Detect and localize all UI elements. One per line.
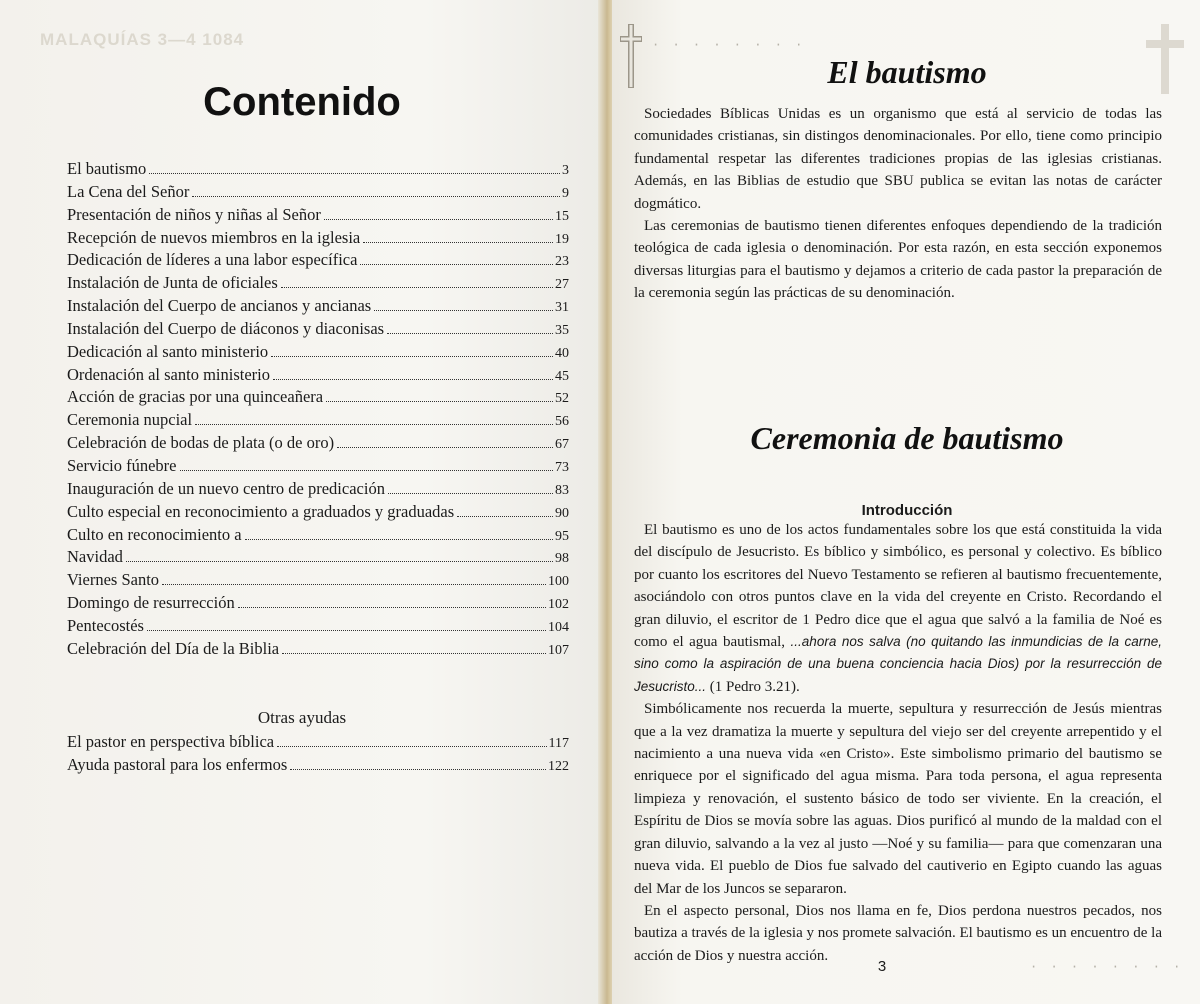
toc-entry-title: Servicio fúnebre [67, 455, 177, 475]
heading-el-bautismo: El bautismo [827, 54, 987, 90]
other-aid-entry [67, 754, 569, 777]
dot-leader [271, 356, 553, 357]
toc-entry [67, 501, 569, 524]
toc-entry-page: 40 [555, 345, 569, 361]
main-text [634, 519, 1162, 967]
intro-paragraph-1: Sociedades Bíblicas Unidas es un organismo que está al servicio de todas las comunidades cristianas, sin distingos denominacionales. Por ello, tiene como principio fundamental respetar las diferentes tradiciones propias de las iglesias cristianas. Además, en las Biblias de estudio que SBU publica se evitan las notas de carácter dogmático. [634, 106, 1162, 212]
other-aid-entry-title: El pastor en perspectiva bíblica [67, 732, 275, 751]
dot-leader [162, 584, 546, 585]
toc-entry-title: Celebración del Día de la Biblia [67, 638, 280, 658]
toc-entry [67, 546, 569, 569]
toc-entry [67, 295, 569, 318]
toc-entry-page: 9 [562, 185, 569, 201]
toc-entry-page: 3 [562, 163, 569, 178]
toc-entry [67, 272, 569, 295]
intro-paragraph-2: Las ceremonias de bautismo tienen diferentes enfoques dependiendo de la tradición teológica de cada iglesia o denominación. Por esta razón, en esta sección exponemos diversas liturgias para el bautismo y dejamos a criterio de cada pastor la preparación de la ceremonia según las prácticas de su denominación. [634, 218, 1162, 302]
dot-leader [290, 769, 546, 770]
toc-entry [67, 227, 569, 250]
dotted-ornament-bottom: · · · · · · · · [1030, 960, 1184, 974]
other-aid-entry-page: 122 [548, 758, 569, 774]
toc-entry-title: Instalación del Cuerpo de diáconos y diaconisas [67, 318, 385, 338]
dot-leader [180, 470, 554, 471]
toc-entry-title: Ceremonia nupcial [67, 410, 193, 430]
toc-entry-title: Viernes Santo [67, 570, 160, 590]
toc-entry-page: 73 [555, 459, 569, 475]
page-number: 3 [877, 958, 887, 975]
dot-leader [195, 424, 553, 425]
toc-entry-title: Celebración de bodas de plata (o de oro) [67, 433, 335, 453]
toc-entry-page: 35 [555, 322, 569, 338]
toc-entry [67, 569, 569, 592]
other-aids-title: Otras ayudas [257, 708, 347, 727]
heading-ceremonia-de-bautismo: Ceremonia de bautismo [750, 420, 1064, 456]
dot-leader [149, 173, 560, 174]
intro-text [634, 103, 1162, 305]
toc-entry-title: Culto en reconocimiento a [67, 524, 242, 544]
body-paragraph-1: El bautismo es uno de los actos fundamentales sobre los que está constituida la vida del discípulo de Jesucristo. Es bíblico y simbólico, es personal y colectivo. Es bíblico por cuanto los escritores del Nuevo Testamento se refieren al bautismo frecuentemente, asociándolo con otros puntos clave en la vida del creyente en Cristo. Recordando el gran diluvio, el escritor de 1 Pedro dice que el agua que salvó a la familia de Noé es como el agua bautismal, ...ahora nos salva (no quitando las inmundicias de la carne, sino como la aspiración de una buena conciencia hacia Dios) por la resurrección de Jesucristo... (1 Pedro 3.21). [634, 522, 1162, 695]
toc-entry-title: La Cena del Señor [67, 181, 190, 201]
scripture-reference: (1 Pedro 3.21). [706, 678, 800, 695]
toc-entry-page: 31 [555, 300, 569, 316]
toc-entry-title: Instalación del Cuerpo de ancianos y ancianas [67, 296, 372, 316]
toc-entry-page: 56 [555, 414, 569, 430]
toc-entry [67, 318, 569, 341]
dot-leader [147, 630, 546, 631]
toc-entry [67, 249, 569, 272]
dot-leader [126, 561, 553, 562]
toc-entry-page: 15 [555, 208, 569, 224]
bleed-header: MALAQUÍAS 3—4 1084 [40, 30, 245, 49]
toc-entry-title: Instalación de Junta de oficiales [67, 273, 278, 293]
toc-entry [67, 181, 569, 204]
body-paragraph-3: En el aspecto personal, Dios nos llama en fe, Dios perdona nuestros pecados, nos bautiza a través de la iglesia y nos promete salvación. El bautismo es un encuentro de la acción de Dios y nuestra acción. [634, 902, 1162, 964]
toc-entry-title: Ordenación al santo ministerio [67, 364, 270, 384]
toc-entry-title: Recepción de nuevos miembros en la iglesia [67, 227, 361, 247]
toc-entry-page: 102 [548, 597, 569, 613]
dot-leader [337, 447, 553, 448]
toc-entry [67, 592, 569, 615]
toc-entry-page: 83 [555, 482, 569, 498]
toc-entry-page: 19 [555, 231, 569, 247]
toc-entry-title: Culto especial en reconocimiento a graduados y graduadas [67, 501, 455, 521]
toc-entry-title: Domingo de resurrección [67, 593, 235, 613]
toc-entry-page: 98 [555, 551, 569, 567]
toc-entry [67, 409, 569, 432]
dot-leader [388, 493, 553, 494]
toc-entry [67, 478, 569, 501]
other-aid-entry-title: Ayuda pastoral para los enfermos [67, 754, 288, 774]
toc-entry-page: 107 [548, 642, 569, 658]
toc-entry-title: El bautismo [67, 159, 147, 178]
toc-entry [67, 204, 569, 227]
toc-entry [67, 524, 569, 547]
toc-entry-page: 90 [555, 505, 569, 521]
dot-leader [238, 607, 546, 608]
table-of-contents [67, 158, 569, 661]
toc-entry [67, 638, 569, 661]
toc-entry-title: Acción de gracias por una quinceañera [67, 387, 324, 407]
scripture-quote: ...ahora nos salva (no quitando las inmundicias de la carne, sino como la aspiración de una buena conciencia hacia Dios) por la resurrección de Jesucristo... [634, 634, 1162, 694]
toc-entry-page: 27 [555, 277, 569, 293]
toc-entry-title: Dedicación de líderes a una labor específica [67, 250, 358, 270]
toc-entry-title: Navidad [67, 547, 123, 567]
other-aids-list [67, 731, 569, 777]
subheading-introduccion: Introducción [861, 502, 953, 519]
toc-entry-title: Inauguración de un nuevo centro de predicación [67, 478, 385, 498]
dot-leader [374, 310, 553, 311]
dot-leader [363, 242, 553, 243]
toc-entry-page: 100 [548, 574, 569, 590]
toc-entry-page: 45 [555, 368, 569, 384]
toc-entry [67, 341, 569, 364]
dot-leader [192, 196, 560, 197]
dot-leader [281, 287, 553, 288]
toc-entry-title: Dedicación al santo ministerio [67, 341, 269, 361]
dot-leader [326, 401, 553, 402]
dot-leader [387, 333, 553, 334]
other-aid-entry [67, 731, 569, 754]
toc-entry-title: Pentecostés [67, 615, 144, 635]
contents-title: Contenido [203, 80, 401, 124]
dot-leader [245, 539, 553, 540]
toc-entry-title: Presentación de niños y niñas al Señor [67, 204, 321, 224]
body-paragraph-2: Simbólicamente nos recuerda la muerte, sepultura y resurrección de Jesús mientras que a la vez dramatiza la muerte y sepultura del viejo ser del creyente arrepentido y el nacimiento a una nueva vida «en Cristo». Este simbolismo primario del bautismo se enriquece por el significado del agua misma. Para toda persona, el agua representa limpieza y renovación, el sustento básico de todo ser viviente. En la creación, el Espíritu de Dios se movía sobre las aguas. Dios purificó al mundo de la maldad con el gran diluvio, salvando a la vez al justo —Noé y su familia— para que comenzaran una nueva vida. El pueblo de Dios fue salvado del cautiverio en Egipto cuando las aguas del Mar de los Juncos se separaron. [634, 701, 1162, 897]
dot-leader [273, 379, 553, 380]
toc-entry [67, 386, 569, 409]
dotted-ornament-line: · · · · · · · · [652, 38, 806, 52]
toc-entry [67, 158, 569, 181]
other-aid-entry-page: 117 [548, 736, 569, 751]
toc-entry-page: 104 [548, 619, 569, 635]
toc-entry [67, 615, 569, 638]
right-page [612, 0, 1200, 1004]
dot-leader [360, 264, 553, 265]
toc-entry-page: 23 [555, 254, 569, 270]
dot-leader [282, 653, 546, 654]
dot-leader [457, 516, 553, 517]
dot-leader [277, 746, 546, 747]
toc-entry-page: 95 [555, 528, 569, 544]
dot-leader [324, 219, 553, 220]
toc-entry [67, 364, 569, 387]
toc-entry [67, 432, 569, 455]
toc-entry [67, 455, 569, 478]
toc-entry-page: 67 [555, 437, 569, 453]
toc-entry-page: 52 [555, 391, 569, 407]
